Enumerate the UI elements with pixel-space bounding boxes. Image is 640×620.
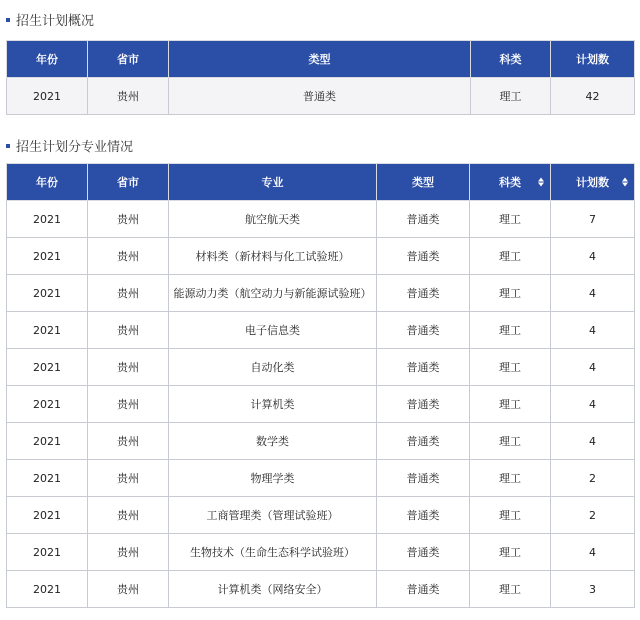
- cell-type: 普通类: [377, 275, 470, 312]
- col-header-province: 省市: [88, 164, 169, 201]
- cell-type: 普通类: [377, 571, 470, 608]
- cell-plan-count: 4: [551, 238, 635, 275]
- col-header-year: 年份: [7, 41, 88, 78]
- cell-year: 2021: [7, 423, 88, 460]
- cell-province: 贵州: [88, 534, 169, 571]
- cell-province: 贵州: [88, 312, 169, 349]
- cell-plan-count: 3: [551, 571, 635, 608]
- cell-province: 贵州: [88, 497, 169, 534]
- cell-category: 理工: [471, 78, 551, 115]
- cell-type: 普通类: [377, 423, 470, 460]
- cell-province: 贵州: [88, 571, 169, 608]
- cell-major: 工商管理类（管理试验班）: [169, 497, 377, 534]
- cell-type: 普通类: [377, 238, 470, 275]
- cell-category: 理工: [470, 238, 551, 275]
- col-header-plan-count[interactable]: [551, 164, 635, 201]
- cell-major: 材料类（新材料与化工试验班）: [169, 238, 377, 275]
- cell-category: 理工: [470, 201, 551, 238]
- cell-type: 普通类: [169, 78, 471, 115]
- col-header-category: 科类: [471, 41, 551, 78]
- table-row: [7, 349, 635, 386]
- cell-major: 数学类: [169, 423, 377, 460]
- cell-plan-count: 4: [551, 312, 635, 349]
- detail-table: [6, 163, 635, 608]
- table-row: [7, 238, 635, 275]
- cell-province: 贵州: [88, 78, 169, 115]
- cell-type: 普通类: [377, 312, 470, 349]
- cell-type: 普通类: [377, 201, 470, 238]
- cell-category: 理工: [470, 386, 551, 423]
- col-header-category[interactable]: [470, 164, 551, 201]
- cell-type: 普通类: [377, 497, 470, 534]
- table-row: [7, 497, 635, 534]
- cell-year: 2021: [7, 460, 88, 497]
- col-header-plan-count-label: 计划数: [576, 176, 609, 189]
- cell-major: 自动化类: [169, 349, 377, 386]
- table-row: [7, 423, 635, 460]
- table-row: [7, 275, 635, 312]
- col-header-category-label: 科类: [499, 176, 521, 189]
- cell-year: 2021: [7, 312, 88, 349]
- cell-major: 电子信息类: [169, 312, 377, 349]
- cell-province: 贵州: [88, 423, 169, 460]
- cell-category: 理工: [470, 349, 551, 386]
- cell-category: 理工: [470, 497, 551, 534]
- col-header-province: 省市: [88, 41, 169, 78]
- table-row: [7, 460, 635, 497]
- table-row: [7, 201, 635, 238]
- cell-province: 贵州: [88, 275, 169, 312]
- cell-year: 2021: [7, 497, 88, 534]
- table-row: [7, 78, 635, 115]
- cell-province: 贵州: [88, 349, 169, 386]
- cell-major: 计算机类（网络安全）: [169, 571, 377, 608]
- col-header-type: 类型: [169, 41, 471, 78]
- col-header-year: 年份: [7, 164, 88, 201]
- cell-major: 能源动力类（航空动力与新能源试验班）: [169, 275, 377, 312]
- cell-major: 生物技术（生命生态科学试验班）: [169, 534, 377, 571]
- cell-category: 理工: [470, 571, 551, 608]
- cell-province: 贵州: [88, 386, 169, 423]
- cell-year: 2021: [7, 78, 88, 115]
- section-bullet-icon: [6, 18, 10, 22]
- section-bullet-icon: [6, 144, 10, 148]
- table-row: [7, 534, 635, 571]
- cell-major: 物理学类: [169, 460, 377, 497]
- cell-year: 2021: [7, 571, 88, 608]
- overview-header-row: [7, 41, 635, 78]
- cell-plan-count: 4: [551, 386, 635, 423]
- cell-category: 理工: [470, 534, 551, 571]
- cell-plan-count: 2: [551, 460, 635, 497]
- cell-year: 2021: [7, 201, 88, 238]
- cell-plan-count: 42: [551, 78, 635, 115]
- cell-plan-count: 4: [551, 275, 635, 312]
- cell-major: 计算机类: [169, 386, 377, 423]
- cell-year: 2021: [7, 238, 88, 275]
- overview-title: 招生计划概况: [16, 14, 95, 29]
- col-header-major: 专业: [169, 164, 377, 201]
- detail-section-title: [6, 136, 133, 155]
- cell-plan-count: 2: [551, 497, 635, 534]
- cell-plan-count: 4: [551, 534, 635, 571]
- sort-arrows-icon[interactable]: [538, 178, 544, 187]
- cell-type: 普通类: [377, 349, 470, 386]
- cell-type: 普通类: [377, 460, 470, 497]
- cell-province: 贵州: [88, 460, 169, 497]
- cell-major: 航空航天类: [169, 201, 377, 238]
- cell-category: 理工: [470, 275, 551, 312]
- cell-category: 理工: [470, 312, 551, 349]
- overview-section-title: [6, 10, 94, 29]
- cell-category: 理工: [470, 460, 551, 497]
- table-row: [7, 312, 635, 349]
- cell-category: 理工: [470, 423, 551, 460]
- cell-plan-count: 4: [551, 349, 635, 386]
- cell-year: 2021: [7, 275, 88, 312]
- cell-type: 普通类: [377, 534, 470, 571]
- table-row: [7, 386, 635, 423]
- overview-table: [6, 40, 635, 115]
- cell-year: 2021: [7, 534, 88, 571]
- col-header-type: 类型: [377, 164, 470, 201]
- detail-title: 招生计划分专业情况: [16, 140, 134, 155]
- col-header-plan-count: 计划数: [551, 41, 635, 78]
- cell-plan-count: 7: [551, 201, 635, 238]
- cell-type: 普通类: [377, 386, 470, 423]
- cell-year: 2021: [7, 349, 88, 386]
- table-row: [7, 571, 635, 608]
- cell-plan-count: 4: [551, 423, 635, 460]
- cell-province: 贵州: [88, 238, 169, 275]
- detail-header-row: [7, 164, 635, 201]
- sort-arrows-icon[interactable]: [622, 178, 628, 187]
- cell-province: 贵州: [88, 201, 169, 238]
- cell-year: 2021: [7, 386, 88, 423]
